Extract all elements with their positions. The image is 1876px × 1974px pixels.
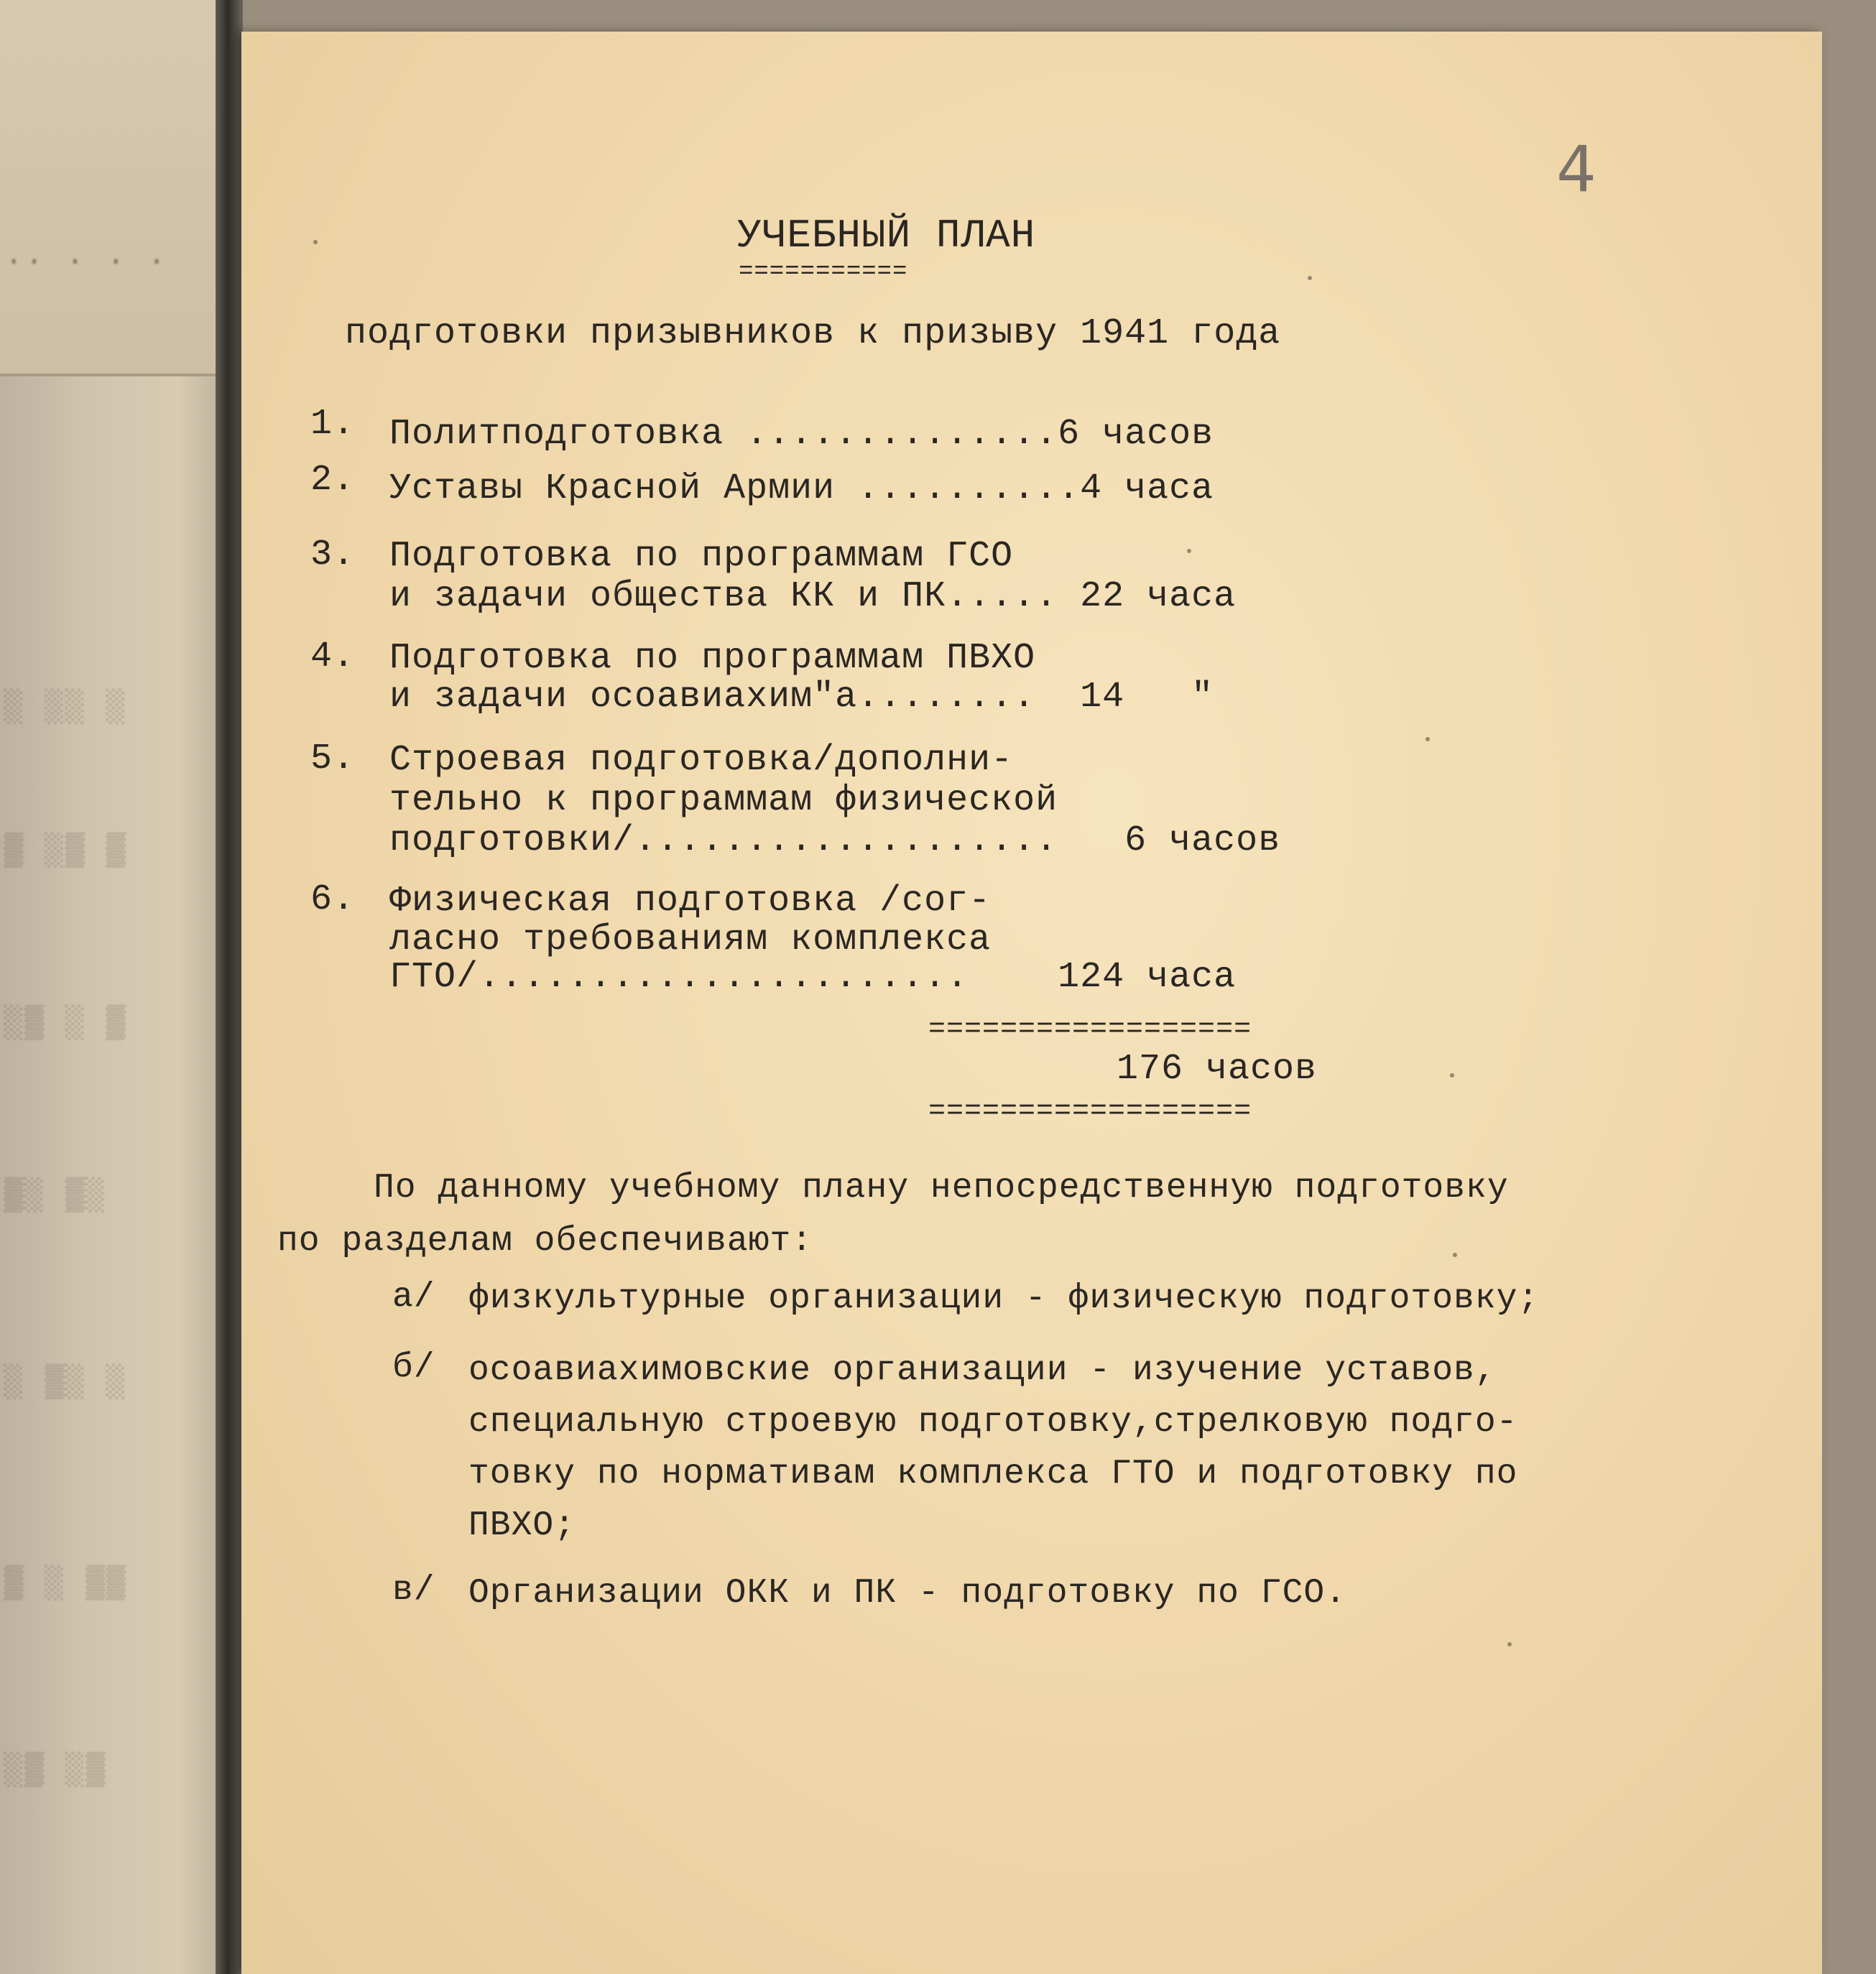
left-page-bleed-text: ▒ ░ ▒▒ [4,1566,127,1602]
title-underline: =========== [739,259,908,286]
left-page-flap [0,0,237,376]
left-page [0,0,237,1974]
paper-speck [1507,1642,1512,1646]
left-page-bleed-text: ░ ░░ ░ [4,690,127,726]
item-line: и задачи осоавиахим"а........ 14 " [389,677,1214,718]
sub-item-line: специальную строевую подготовку,стрелковую подго- [468,1403,1518,1442]
left-page-bleed-text: ▒ ░▒ ▒ [4,833,127,869]
paper-speck [1453,1253,1457,1257]
item-line: Политподготовка ..............6 часов [389,414,1214,455]
paper-speck [1308,276,1312,280]
left-page-bleed-text: ·· · · · [4,244,168,280]
sub-item-line: товку по нормативам комплекса ГТО и подготовку по [468,1455,1518,1493]
item-line: тельно к программам физической [389,780,1058,821]
item-line: Физическая подготовка /сог- [389,881,992,922]
left-page-bleed-text: ▒░ ▒░ [4,1178,107,1214]
paper-speck [1426,737,1430,741]
item-number: 5. [310,738,356,779]
sub-item-label: а/ [392,1278,435,1317]
total-rule-bottom: ================== [928,1095,1252,1128]
left-page-bleed-text: ░ ▒░ ░ [4,1365,127,1401]
item-line: ласно требованиям комплекса [389,919,992,960]
item-line: Строевая подготовка/дополни- [389,740,1014,781]
item-number: 3. [310,534,356,575]
paper-speck [1187,549,1191,553]
item-number: 2. [310,460,356,501]
item-line: Подготовка по программам ГСО [389,536,1014,577]
left-page-bleed-text: ░▒ ░▒ [4,1753,107,1789]
sub-item-line: физкультурные организации - физическую подготовку; [468,1279,1540,1318]
paragraph-line: По данному учебному плану непосредственную подготовку [374,1169,1509,1208]
item-line: ГТО/...................... 124 часа [389,957,1237,998]
document-title: УЧЕБНЫЙ ПЛАН [737,213,1036,259]
paper-speck [313,240,318,244]
paper-speck [1450,1073,1454,1078]
sub-item-line: ПВХО; [468,1506,576,1545]
paragraph-line: по разделам обеспечивают: [277,1222,813,1261]
item-line: Подготовка по программам ПВХО [389,638,1036,679]
total-hours: 176 часов [1117,1049,1318,1090]
sub-item-line: осоавиахимовские организации - изучение уставов, [468,1351,1497,1390]
left-page-bleed-text: ░▒ ░ ▒ [4,1006,127,1042]
item-number: 4. [310,636,356,677]
sub-item-label: б/ [392,1348,435,1387]
item-line: и задачи общества КК и ПК..... 22 часа [389,576,1237,617]
page-number: 4 [1556,132,1597,206]
item-number: 6. [310,879,356,920]
binding-spine [216,0,243,1974]
item-line: Уставы Красной Армии ..........4 часа [389,468,1214,509]
sub-item-label: в/ [392,1571,435,1610]
sub-item-line: Организации ОКК и ПК - подготовку по ГСО. [468,1574,1346,1613]
document-subtitle: подготовки призывников к призыву 1941 года [345,313,1281,354]
total-rule-top: ================== [928,1014,1252,1046]
item-number: 1. [310,404,356,445]
item-line: подготовки/................... 6 часов [389,820,1281,861]
document-page [241,32,1822,1974]
